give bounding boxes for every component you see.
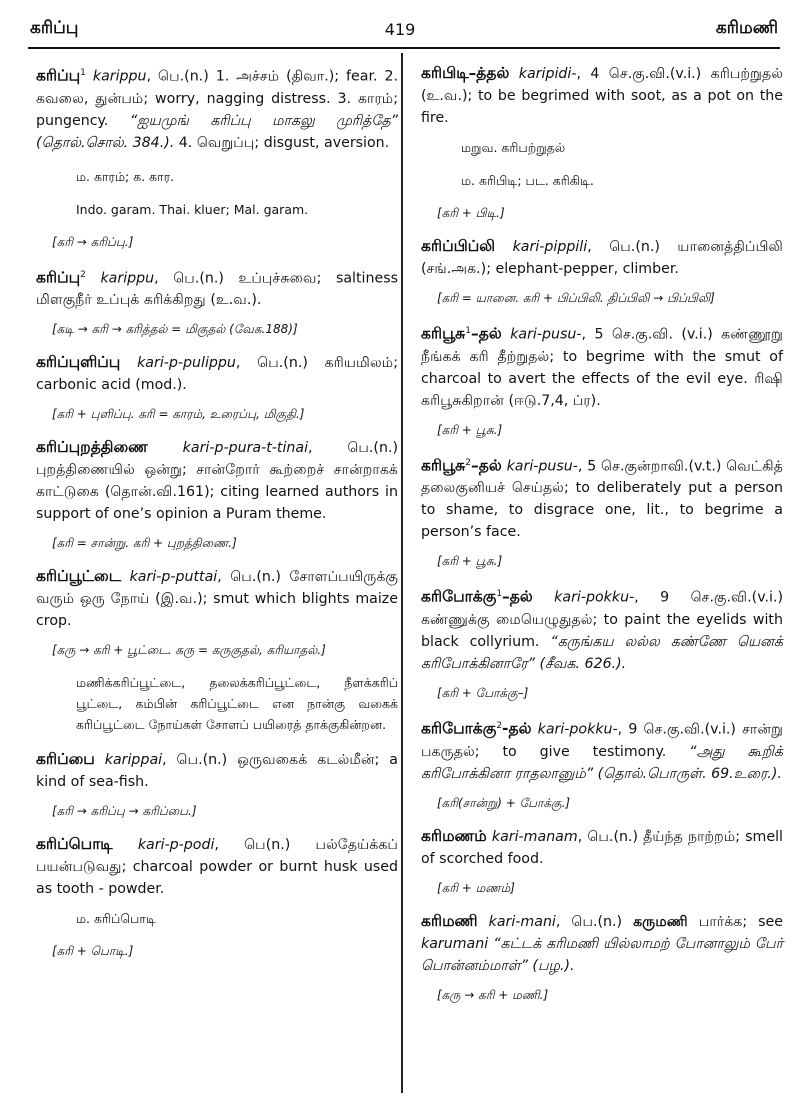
etymology: [கரி + பூசு.] — [437, 422, 503, 437]
citation-quote: “அது கூறிக் கரிபோக்கினா ராதலானும்” (தொல்.பொருள். 69.உரை.). — [421, 743, 783, 782]
entry-karipusu-1 — [421, 320, 783, 412]
headword: கரிப்பு — [36, 268, 81, 287]
entry-karippodi — [36, 833, 398, 900]
definition: , பெ.(n.) கரியமிலம்; carbonic acid (mod.). — [36, 355, 398, 394]
transliteration: kari-pusu- — [510, 326, 582, 343]
headword-suffix: –தல் — [502, 588, 533, 607]
entry-karippippili — [421, 235, 783, 280]
left-column — [36, 62, 398, 973]
headword: கரிபூசு — [421, 456, 466, 475]
cross-reference-transliteration: karumani — [421, 935, 489, 952]
definition: , பெ.(n.) உப்புச்சுவை; saltiness மிளகுநீர் உப்புக் கரிக்கிறது (உ.வ.). — [36, 270, 398, 309]
definition: , பெ.(n.) சோளப்பயிருக்கு வரும் ஒரு நோய் (இ.வ.); smut which blights maize crop. — [36, 569, 399, 630]
header-rule — [28, 47, 780, 49]
headword-suffix: –தல் — [471, 456, 502, 475]
etymology: [கரி + மணம்] — [437, 880, 515, 895]
definition: , பெ.(n.) யானைத்திப்பிலி (சங்.அக.); elephant-pepper, climber. — [421, 239, 783, 277]
headword: கரிப்பு — [36, 66, 81, 85]
headword: கரிபோக்கு — [421, 588, 497, 607]
transliteration: kari-p-pulippu — [137, 355, 236, 372]
transliteration: kari-pokku- — [537, 721, 618, 738]
transliteration: kari-pippili — [512, 239, 588, 255]
transliteration: karippai — [104, 752, 163, 769]
cognate-note: ம. கரிப்பொடி — [76, 911, 156, 927]
transliteration: kari-p-pura-t-tinai — [182, 440, 309, 457]
transliteration: kari-p-podi — [137, 837, 215, 854]
headword: கரிமணி — [421, 911, 478, 930]
etymology: [கரி + பிடி.] — [437, 206, 505, 220]
entry-karippulippu — [36, 351, 398, 396]
definition: , 5 செ.கு.வி. (v.i.) கண்ணூறு நீங்கக் கரி தீற்றுதல்; to begrime with the smut of charcoal to avert the effects of the evil eye. ரிஷி கரிபூசுகிறான் (ஈடு.7,4, ப்ர). — [421, 326, 783, 409]
cognate-note: Indo. garam. Thai. kluer; Mal. garam. — [76, 201, 309, 217]
definition: , பெ.(n.) 1. அச்சம் (திவா.); fear. 2. கவலை, துன்பம்; worry, nagging distress. 3. காரம்; pungency. — [36, 68, 398, 129]
entry-karippoottai — [36, 565, 398, 632]
headword: கரிப்பிப்லி — [421, 237, 496, 255]
citation-quote: “ஐயமுங் கரிப்பு மாகலு முரித்தே” (தொல்.சொல். 384.). — [36, 112, 398, 151]
page-header — [0, 0, 800, 52]
entry-karippai — [36, 748, 398, 793]
cognate-note: ம. காரம்; க. கார. — [76, 168, 175, 184]
transliteration: karipidi- — [518, 66, 577, 82]
definition: , பெ.(n.) புறத்திணையில் ஒன்று; சான்றோர் கூற்றைச் சான்றாகக் காட்டுகை (தொன்.வி.161); citing learned authors in support of one’s opinion a Puram theme. — [36, 440, 398, 523]
definition: , 9 செ.கு.வி.(v.i.) சான்று பகருதல்; to give testimony. — [421, 721, 783, 760]
etymology: [கரி = சான்று. கரி + புறத்திணை.] — [52, 536, 237, 551]
header-left-guide-word: கரிப்பு — [30, 18, 79, 38]
synonym-note: மறுவ. கரிபற்றுதல் — [461, 140, 566, 155]
transliteration: kari-pokku- — [554, 590, 635, 607]
definition-cont: 4. வெறுப்பு; disgust, aversion. — [174, 134, 390, 151]
transliteration: kari-manam — [491, 828, 578, 845]
entry-karipokku-2 — [421, 715, 783, 785]
headword: கரிமணம் — [421, 826, 487, 845]
definition: , 5 செ.குன்றாவி.(v.t.) வெட்கித் தலைகுனியச் செய்தல்; to deliberately put a person to shame, to disgrace one, lit., to begrime a person’s face. — [421, 458, 784, 541]
entry-karipokku-1 — [421, 583, 783, 675]
headword: கரிப்புளிப்பு — [36, 353, 121, 372]
transliteration: kari-pusu- — [506, 458, 578, 475]
page-number: 419 — [384, 20, 416, 39]
etymology: [கரி → கரிப்பு.] — [52, 234, 134, 249]
headword: கரிபோக்கு — [421, 719, 497, 738]
cognate-note: ம. கரிபிடி; பட. கரிகிடி. — [461, 173, 594, 188]
headword-suffix: –தல் — [471, 324, 502, 343]
etymology: [கரி + புளிப்பு. கரி = காரம், உரைப்பு, மிகுதி.] — [52, 407, 305, 422]
entry-karipusu-2 — [421, 452, 783, 544]
right-column — [421, 62, 783, 1017]
headword-suffix: -தல் — [502, 719, 532, 738]
definition: , பெ(n.) பல்தேய்க்கப் பயன்படுவது; charcoal powder or burnt husk used as tooth - powder. — [36, 837, 398, 898]
etymology: [கரி(சான்று) + போக்கு.] — [437, 795, 571, 810]
sense-number: 1 — [465, 326, 472, 336]
sense-number: 2 — [496, 721, 503, 732]
column-divider — [401, 53, 403, 1093]
definition: , பெ.(n.) ஒருவகைக் கடல்மீன்; a kind of sea-fish. — [36, 752, 398, 791]
entry-karimanam — [421, 825, 783, 870]
citation-quote: “கருங்கய லல்ல கண்ணே யெனக் கரிபோக்கினாரே” (சீவக. 626.). — [421, 634, 783, 673]
headword: கரிப்பூட்டை — [36, 567, 122, 586]
etymology: [கரி + பொடி.] — [52, 944, 134, 959]
entry-karippuraththinai — [36, 436, 398, 525]
sense-number: 1 — [80, 68, 86, 78]
etymology: [கரு → கரி + மணி.] — [437, 987, 549, 1002]
headword: கரிபிடி–த்தல் — [421, 64, 510, 82]
transliteration: karippu — [100, 270, 155, 287]
etymology: [கரி → கரிப்பு → கரிப்பை.] — [52, 804, 197, 819]
headword: கரிப்பொடி — [36, 835, 113, 854]
entry-karimani — [421, 910, 783, 977]
definition: , பெ.(n.) தீய்ந்த நாற்றம்; smell of scorched food. — [421, 828, 783, 867]
definition: , பெ.(n.) — [555, 913, 634, 930]
explanatory-paragraph: மணிக்கரிப்பூட்டை, தலைக்கரிப்பூட்டை, நீளக்கரிப் பூட்டை, கம்பின் கரிப்பூட்டை என நான்கு வகைக் கரிப்பூட்டை நோய்கள் சோளப் பயிரைத் தாக்குகின்றன. — [76, 675, 398, 733]
definition-cont: பார்க்க; see — [687, 913, 784, 930]
transliteration: karippu — [92, 68, 147, 85]
headword: கரிபூசு — [421, 324, 466, 343]
etymology: [கரி + பூசு.] — [437, 554, 503, 569]
sense-number: 2 — [465, 457, 472, 468]
sense-number: 2 — [80, 269, 86, 280]
citation-quote: “கட்டக் கரிமணி யில்லாமற் போனாலும் பேர் பொன்னம்மாள்” (பழ.). — [421, 935, 783, 974]
entry-karippu-2 — [36, 264, 398, 312]
etymology: [கரு → கரி + பூட்டை. கரு = கருகுதல், கரியாதல்.] — [52, 643, 326, 658]
entry-karippu-1 — [36, 62, 398, 154]
headword: கரிப்பை — [36, 750, 95, 769]
headword: கரிப்புறத்திணை — [36, 438, 148, 457]
etymology: [கரி + போக்கு–] — [437, 686, 529, 701]
entry-karipidi — [421, 62, 783, 129]
definition: , 9 செ.கு.வி.(v.i.) கண்ணுக்கு மையெழுதுதல்; to paint the eyelids with black collyrium. — [421, 590, 783, 651]
transliteration: kari-mani — [488, 913, 556, 930]
transliteration: kari-p-puttai — [129, 569, 218, 586]
sense-number: 1 — [496, 589, 503, 600]
cross-reference-word: கருமணி — [633, 913, 688, 930]
header-right-guide-word: கரிமணி — [715, 18, 778, 38]
etymology: [கடி → கரி → கரித்தல் = மிகுதல் (வேக.188)] — [52, 322, 298, 337]
definition: , 4 செ.கு.வி.(v.i.) கரிபற்றுதல் (உ.வ.); to be begrimed with soot, as a pot on the fire. — [421, 66, 783, 126]
etymology: [கரி = யானை. கரி + பிப்பிலி. திப்பிலி → பிப்பிலி] — [437, 291, 715, 305]
